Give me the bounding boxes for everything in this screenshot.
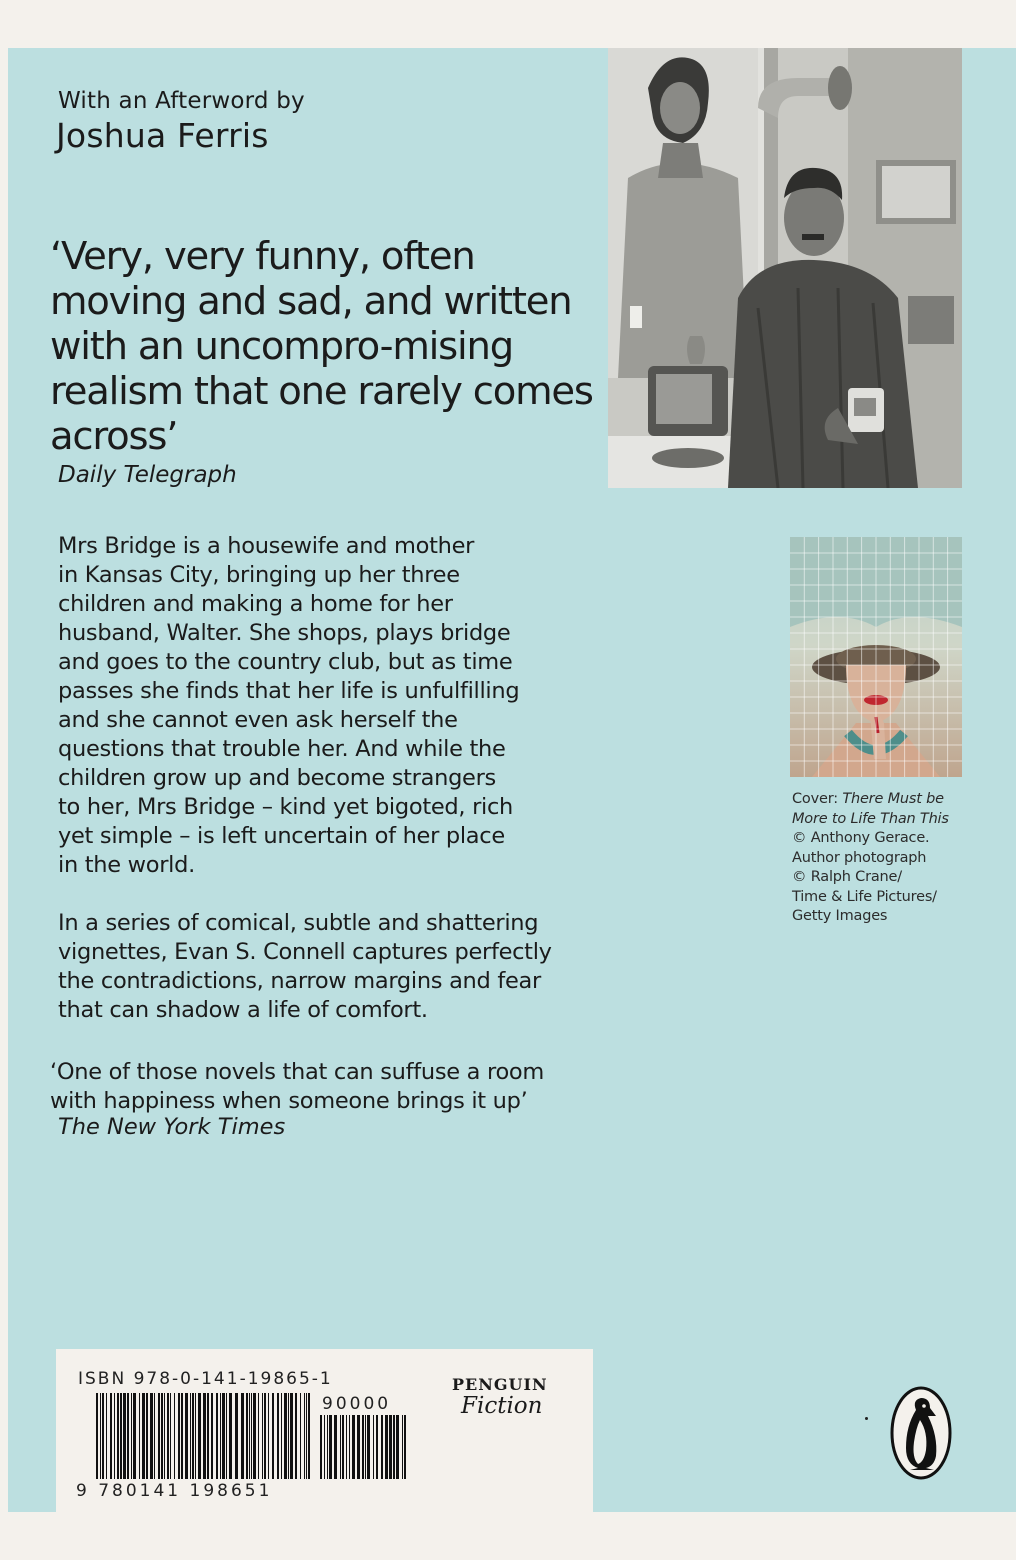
barcode-bar (216, 1393, 218, 1479)
barcode-bar (272, 1393, 274, 1479)
barcode-bar (262, 1393, 263, 1479)
barcode-bar (178, 1393, 180, 1479)
barcode-bar (146, 1393, 148, 1479)
barcode-bar (327, 1415, 328, 1479)
barcode-bar (253, 1393, 256, 1479)
barcode-bar (308, 1393, 310, 1479)
photo-credit-line-2: Time & Life Pictures/ (792, 888, 937, 905)
barcode-bar (207, 1393, 209, 1479)
barcode-bar (154, 1393, 155, 1479)
barcode-bar (142, 1393, 145, 1479)
barcode-bar (123, 1393, 126, 1479)
barcode-bar (346, 1415, 347, 1479)
isbn-text: ISBN 978-0-141-19865-1 (78, 1369, 333, 1389)
barcode-bar (306, 1393, 307, 1479)
barcode-bar (167, 1393, 169, 1479)
blurb-paragraph-2: In a series of comical, subtle and shattering vignettes, Evan S. Connell captures perfectly the contradictions, narrow margins and fear that can shadow a life of comfort. (58, 910, 552, 1023)
barcode-bar (100, 1393, 101, 1479)
barcode-bar (127, 1393, 129, 1479)
barcode-bar (402, 1415, 403, 1479)
barcode-bar (295, 1393, 297, 1479)
dot-mark (865, 1417, 868, 1420)
barcode-bar (340, 1415, 341, 1479)
photo-credit-line-3: Getty Images (792, 908, 888, 924)
barcode-bar (222, 1393, 225, 1479)
barcode-bar (320, 1415, 322, 1479)
barcode-bar (277, 1393, 279, 1479)
barcode-digits: 9 780141 198651 (76, 1481, 273, 1501)
barcode-bar (106, 1393, 107, 1479)
barcode-bar (389, 1415, 392, 1479)
barcode-bar (170, 1393, 171, 1479)
barcode-bar (373, 1415, 374, 1479)
author-photo-label: Author photograph (792, 849, 927, 866)
barcode-bar (114, 1393, 115, 1479)
barcode-bar (181, 1393, 183, 1479)
barcode-bar (164, 1393, 165, 1479)
barcode-bar (334, 1415, 337, 1479)
barcode-bar (251, 1393, 252, 1479)
cover-title-line-2: More to Life Than This (792, 810, 949, 827)
barcode-bar (362, 1415, 364, 1479)
barcode-bar (110, 1393, 112, 1479)
penguin-logo-icon (890, 1386, 952, 1480)
barcode-bar (133, 1393, 136, 1479)
barcode-bar (190, 1393, 191, 1479)
main-quote-source: Daily Telegraph (58, 462, 237, 488)
barcode-bar (352, 1415, 355, 1479)
barcode-panel (56, 1349, 593, 1512)
cover-thumbnail (790, 537, 962, 777)
barcode-bar (246, 1393, 248, 1479)
blurb-paragraph-1: Mrs Bridge is a housewife and mother in Kansas City, bringing up her three children and making a home for her husband, Walter. She shops, plays bridge and goes to the country club, but as time passes she finds that her life is unfulfilling and she cannot even ask herself the questions that trouble her. And while the children grow up and become strangers to her, Mrs Bridge – kind yet bigoted, rich yet simple – is left uncertain of her place in the world. (58, 533, 520, 878)
barcode-bar (120, 1393, 122, 1479)
isbn-barcode (96, 1393, 312, 1479)
barcode-bar (249, 1393, 250, 1479)
barcode-bar (281, 1393, 282, 1479)
barcode-bar (220, 1393, 221, 1479)
barcode-bar (258, 1393, 259, 1479)
barcode-bar (385, 1415, 388, 1479)
barcode-bar (226, 1393, 227, 1479)
barcode-bar (211, 1393, 213, 1479)
barcode-bar (185, 1393, 188, 1479)
barcode-bar (195, 1393, 196, 1479)
barcode-bar (241, 1393, 244, 1479)
blurb (58, 532, 598, 1025)
barcode-bar (203, 1393, 206, 1479)
barcode-bar (404, 1415, 406, 1479)
price-barcode (320, 1415, 410, 1479)
barcode-bar (192, 1393, 194, 1479)
barcode-bar (290, 1393, 293, 1479)
barcode-bar (381, 1415, 383, 1479)
barcode-bar (324, 1415, 325, 1479)
barcode-bar (174, 1393, 175, 1479)
afterword-intro: With an Afterword by (58, 88, 305, 114)
barcode-bar (393, 1415, 395, 1479)
barcode-bar (342, 1415, 344, 1479)
price-code: 90000 (322, 1394, 392, 1414)
cover-title-line-1: There Must be (842, 791, 944, 807)
afterword-author: Joshua Ferris (56, 116, 269, 155)
barcode-bar (158, 1393, 160, 1479)
main-quote: ‘Very, very funny, often moving and sad, and written with an uncompro-mising realism that one rarely comes across’ (50, 234, 593, 459)
barcode-bar (304, 1393, 305, 1479)
barcode-bar (329, 1415, 332, 1479)
author-photograph (608, 48, 962, 488)
cover-credit-prefix: Cover: (792, 791, 838, 807)
publisher-name: PENGUIN (452, 1375, 548, 1394)
barcode-bar (264, 1393, 266, 1479)
barcode-bar (288, 1393, 289, 1479)
image-credits (792, 790, 972, 927)
barcode-bar (102, 1393, 104, 1479)
barcode-bar (357, 1415, 360, 1479)
second-quote-source: The New York Times (58, 1114, 286, 1140)
barcode-bar (131, 1393, 132, 1479)
barcode-bar (300, 1393, 301, 1479)
barcode-bar (150, 1393, 153, 1479)
barcode-bar (367, 1415, 370, 1479)
series-name: Fiction (461, 1393, 543, 1419)
barcode-bar (198, 1393, 201, 1479)
barcode-bar (396, 1415, 399, 1479)
cover-artist-credit: © Anthony Gerace. (792, 830, 930, 846)
barcode-bar (235, 1393, 238, 1479)
photo-credit-line-1: © Ralph Crane/ (792, 869, 902, 885)
barcode-bar (139, 1393, 140, 1479)
barcode-bar (117, 1393, 119, 1479)
barcode-bar (284, 1393, 287, 1479)
barcode-bar (268, 1393, 269, 1479)
barcode-bar (161, 1393, 163, 1479)
barcode-bar (365, 1415, 366, 1479)
second-quote: ‘One of those novels that can suffuse a room with happiness when someone brings it up’ (50, 1059, 544, 1114)
barcode-bar (229, 1393, 232, 1479)
barcode-bar (376, 1415, 378, 1479)
barcode-bar (349, 1415, 350, 1479)
barcode-bar (96, 1393, 98, 1479)
